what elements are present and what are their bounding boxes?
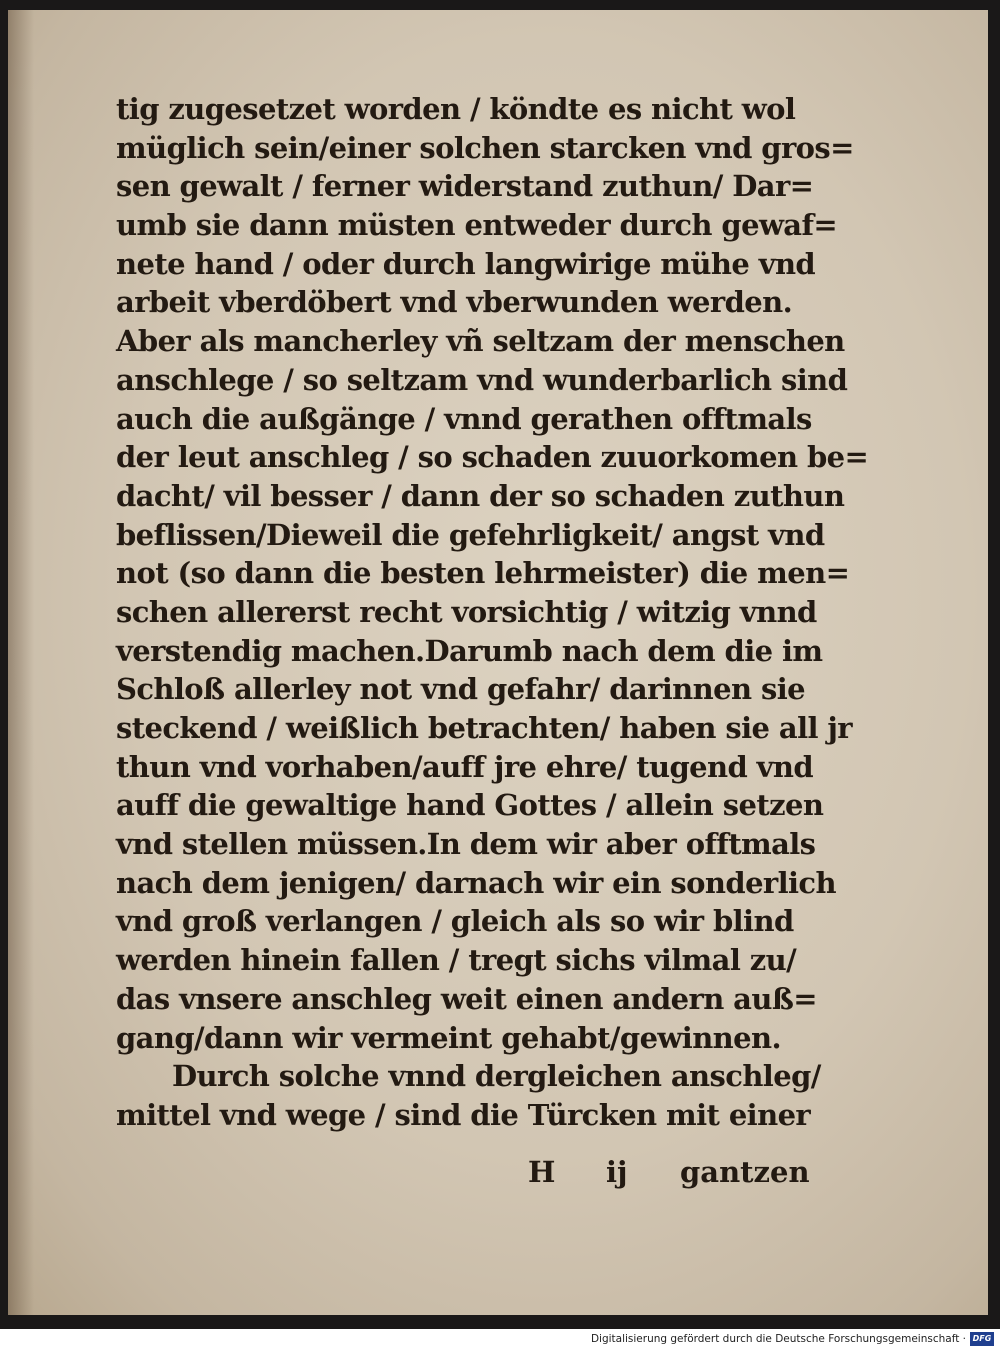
text-line: der leut anschleg / so schaden zuuorkomen be= (116, 440, 869, 475)
text-line: beflissen/Dieweil die gefehrligkeit/ angst vnd (116, 517, 825, 552)
text-line: Schloß allerley not vnd gefahr/ darinnen sie (116, 672, 805, 707)
signature-mark: H (528, 1155, 556, 1189)
text-line: anschlege / so seltzam vnd wunderbarlich sind (116, 362, 848, 397)
catchword: gantzen (680, 1155, 810, 1189)
dfg-logo: DFG (970, 1332, 994, 1346)
text-line: nach dem jenigen/ darnach wir ein sonderlich (116, 865, 836, 900)
text-line: auch die außgänge / vnnd gerathen offtmals (116, 401, 812, 436)
book-page (8, 10, 988, 1315)
text-line: auff die gewaltige hand Gottes / allein setzen (116, 788, 824, 823)
text-line: thun vnd vorhaben/auff jre ehre/ tugend vnd (116, 749, 814, 784)
text-line: vnd stellen müssen.In dem wir aber offtmals (116, 827, 816, 862)
text-line: Aber als mancherley vñ seltzam der menschen (116, 324, 845, 359)
signature-line (528, 1155, 818, 1195)
folio-number: ij (606, 1155, 628, 1189)
text-line: mittel vnd wege / sind die Türcken mit einer (116, 1097, 811, 1132)
gutter-shadow (8, 10, 34, 1315)
text-line: not (so dann die besten lehrmeister) die men= (116, 556, 850, 591)
text-line: dacht/ vil besser / dann der so schaden zuthun (116, 478, 845, 513)
text-line: schen allererst recht vorsichtig / witzig vnnd (116, 594, 817, 629)
text-line: vnd groß verlangen / gleich als so wir blind (116, 904, 794, 939)
text-line: tig zugesetzet worden / köndte es nicht wol (116, 92, 796, 126)
text-line: das vnsere anschleg weit einen andern auß= (116, 981, 817, 1016)
text-line: werden hinein fallen / tregt sichs vilmal zu/ (116, 943, 797, 978)
paragraph-start-line: Durch solche vnnd dergleichen anschleg/ (172, 1059, 821, 1094)
body-text (116, 90, 869, 1135)
digitization-footer (0, 1329, 1000, 1351)
funding-notice: Digitalisierung gefördert durch die Deutsche Forschungsgemeinschaft · (590, 1333, 966, 1345)
text-line: verstendig machen.Darumb nach dem die im (116, 633, 823, 668)
text-line: sen gewalt / ferner widerstand zuthun/ Dar= (116, 169, 814, 204)
text-line: gang/dann wir vermeint gehabt/gewinnen. (116, 1020, 781, 1055)
text-line: arbeit vberdöbert vnd vberwunden werden. (116, 285, 793, 320)
text-line: müglich sein/einer solchen starcken vnd gros= (116, 130, 854, 165)
text-line: steckend / weißlich betrachten/ haben sie all jr (116, 711, 852, 745)
text-line: umb sie dann müsten entweder durch gewaf= (116, 208, 838, 243)
text-line: nete hand / oder durch langwirige mühe vnd (116, 246, 816, 281)
